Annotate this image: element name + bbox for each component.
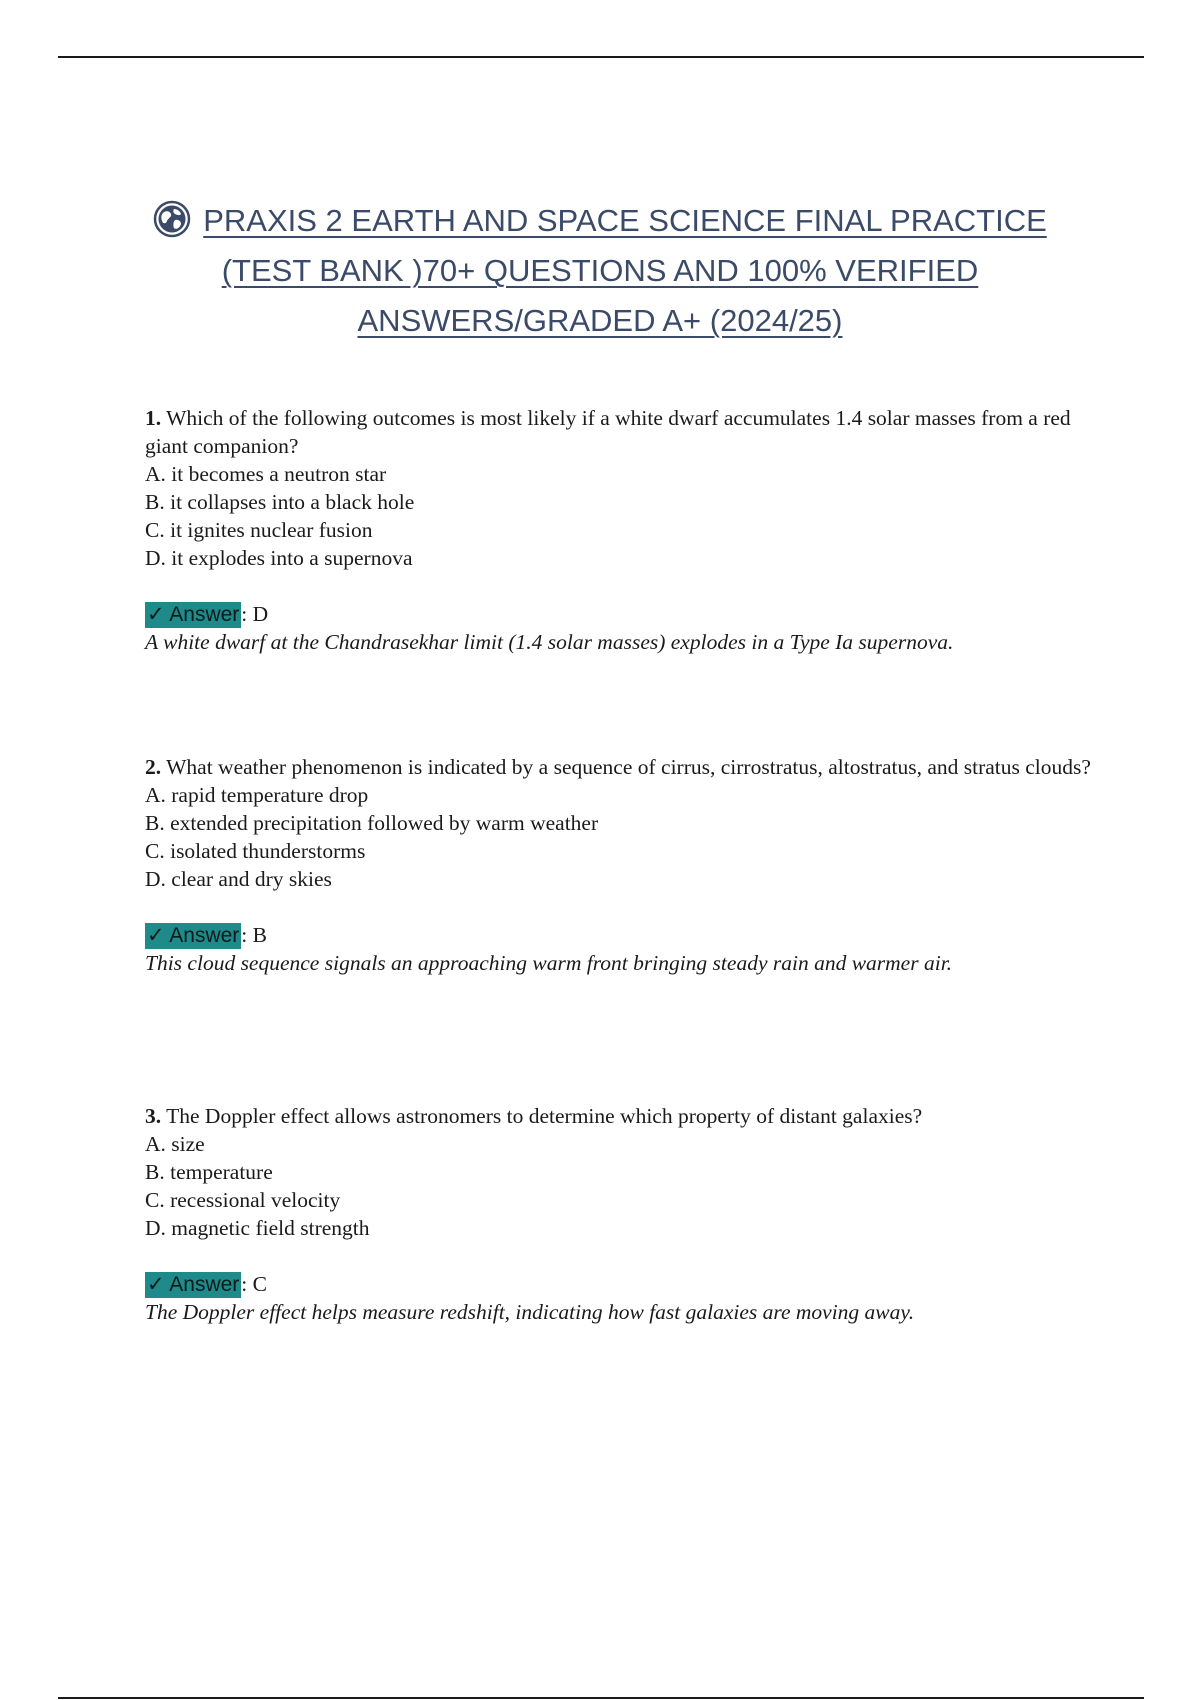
- option-b: B. temperature: [145, 1160, 273, 1184]
- option-c: C. isolated thunderstorms: [145, 839, 366, 863]
- answer-line: [145, 600, 1105, 628]
- question-number: 2.: [145, 755, 162, 779]
- option-a: A. rapid temperature drop: [145, 783, 369, 807]
- explanation: This cloud sequence signals an approaching warm front bringing steady rain and warmer air.: [145, 951, 953, 975]
- question-number: 1.: [145, 406, 162, 430]
- option-c: C. it ignites nuclear fusion: [145, 518, 373, 542]
- question-stem: 3. The Doppler effect allows astronomers to determine which property of distant galaxies?: [145, 1104, 923, 1128]
- question-1: [145, 404, 1105, 656]
- option-d: D. magnetic field strength: [145, 1216, 370, 1240]
- answer-options: [145, 1130, 1105, 1242]
- question-stem: 2. What weather phenomenon is indicated by a sequence of cirrus, cirrostratus, altostratus, and stratus clouds?: [145, 755, 1091, 779]
- answer-options: [145, 460, 1105, 572]
- option-b: B. it collapses into a black hole: [145, 490, 415, 514]
- question-2: [145, 753, 1105, 977]
- question-3: [145, 1102, 1105, 1326]
- option-c: C. recessional velocity: [145, 1188, 341, 1212]
- answer-badge: ✓ Answer: [147, 603, 240, 626]
- title-line-3: ANSWERS/GRADED A+ (2024/25): [357, 303, 843, 338]
- answer-line: [145, 921, 1105, 949]
- option-d: D. it explodes into a supernova: [145, 546, 413, 570]
- footer-rule: [58, 1697, 1144, 1699]
- option-b: B. extended precipitation followed by warm weather: [145, 811, 599, 835]
- question-number: 3.: [145, 1104, 162, 1128]
- answer-badge: ✓ Answer: [147, 924, 240, 947]
- title-line-2: (TEST BANK )70+ QUESTIONS AND 100% VERIFIED: [221, 253, 979, 288]
- answer-line: [145, 1270, 1105, 1298]
- question-stem: 1. Which of the following outcomes is most likely if a white dwarf accumulates 1.4 solar masses from a red giant companion?: [145, 406, 1071, 458]
- option-d: D. clear and dry skies: [145, 867, 332, 891]
- option-a: A. it becomes a neutron star: [145, 462, 387, 486]
- explanation: A white dwarf at the Chandrasekhar limit (1.4 solar masses) explodes in a Type Ia supernova.: [145, 630, 954, 654]
- answer-value: : C: [241, 1272, 267, 1296]
- answer-badge: ✓ Answer: [147, 1273, 240, 1296]
- document-title: [100, 196, 1100, 346]
- answer-options: [145, 781, 1105, 893]
- title-line-1: PRAXIS 2 EARTH AND SPACE SCIENCE FINAL PRACTICE: [100, 196, 1100, 246]
- globe-icon: [153, 200, 191, 238]
- header-rule: [58, 56, 1144, 58]
- answer-value: : B: [241, 923, 267, 947]
- answer-value: : D: [241, 602, 269, 626]
- explanation: The Doppler effect helps measure redshift, indicating how fast galaxies are moving away.: [145, 1300, 915, 1324]
- option-a: A. size: [145, 1132, 205, 1156]
